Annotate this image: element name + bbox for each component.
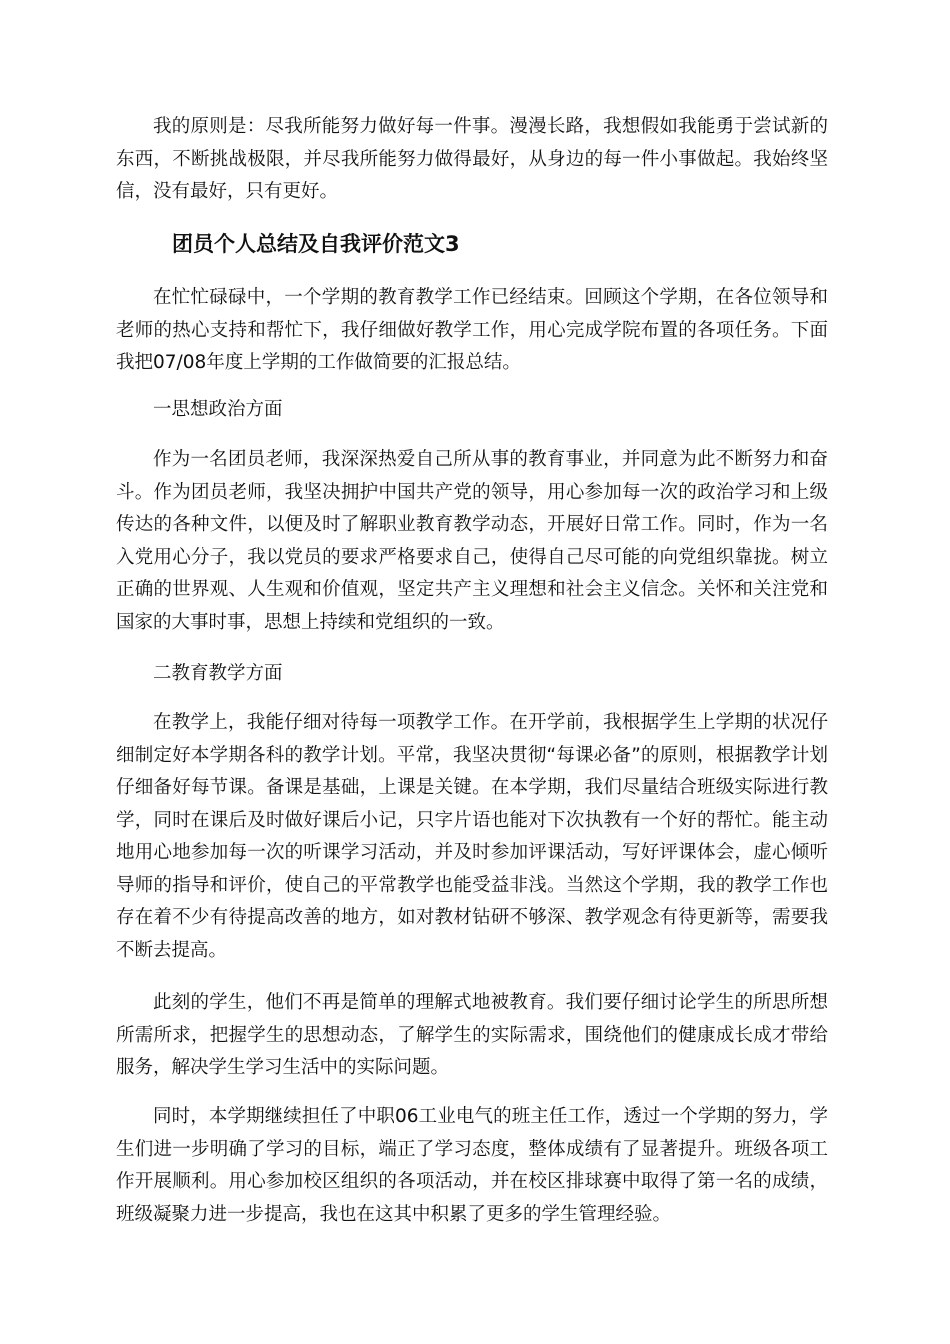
paragraph-teaching: 在教学上，我能仔细对待每一项教学工作。在开学前，我根据学生上学期的状况仔细制定好本学期各科的教学计划。平常，我坚决贯彻“每课必备”的原则，根据教学计划仔细备好每节课。备课是基础，上课是关键。在本学期，我们尽量结合班级实际进行教学，同时在课后及时做好课后小记，只字片语也能对下次执教有一个好的帮忙。能主动地用心地参加每一次的听课学习活动，并及时参加评课活动，写好评课体会，虚心倾听导师的指导和评价，使自己的平常教学也能受益非浅。当然这个学期，我的教学工作也存在着不少有待提高改善的地方，如对教材钻研不够深、教学观念有待更新等，需要我不断去提高。: [116, 712, 828, 961]
paragraph-politics: 作为一名团员老师，我深深热爱自己所从事的教育事业，并同意为此不断努力和奋斗。作为团员老师，我坚决拥护中国共产党的领导，用心参加每一次的政治学习和上级传达的各种文件，以便及时了解职业教育教学动态，开展好日常工作。同时，作为一名入党用心分子，我以党员的要求严格要求自己，使得自己尽可能的向党组织靠拢。树立正确的世界观、人生观和价值观，坚定共产主义理想和社会主义信念。关怀和关注党和国家的大事时事，思想上持续和党组织的一致。: [116, 449, 828, 633]
paragraph-review: 在忙忙碌碌中，一个学期的教育教学工作已经结束。回顾这个学期，在各位领导和老师的热心支持和帮忙下，我仔细做好教学工作，用心完成学院布置的各项任务。下面我把07/08年度上学期的工作做简要的汇报总结。: [116, 287, 828, 373]
intro-paragraph: 我的原则是：尽我所能努力做好每一件事。漫漫长路，我想假如我能勇于尝试新的东西，不断挑战极限，并尽我所能努力做得最好，从身边的每一件小事做起。我始终坚信，没有最好，只有更好。: [116, 116, 828, 202]
subheading-teaching: 二教育教学方面: [153, 663, 283, 684]
paragraph-class-teacher: 同时，本学期继续担任了中职06工业电气的班主任工作，透过一个学期的努力，学生们进一步明确了学习的目标，端正了学习态度，整体成绩有了显著提升。班级各项工作开展顺利。用心参加校区组织的各项活动，并在校区排球赛中取得了第一名的成绩，班级凝聚力进一步提高，我也在这其中积累了更多的学生管理经验。: [116, 1106, 828, 1225]
section-title: 团员个人总结及自我评价范文3: [172, 232, 460, 256]
subheading-politics: 一思想政治方面: [153, 399, 283, 420]
paragraph-students: 此刻的学生，他们不再是简单的理解式地被教育。我们要仔细讨论学生的所思所想所需所求，把握学生的思想动态，了解学生的实际需求，围绕他们的健康成长成才带给服务，解决学生学习生活中的实际问题。: [116, 992, 828, 1078]
